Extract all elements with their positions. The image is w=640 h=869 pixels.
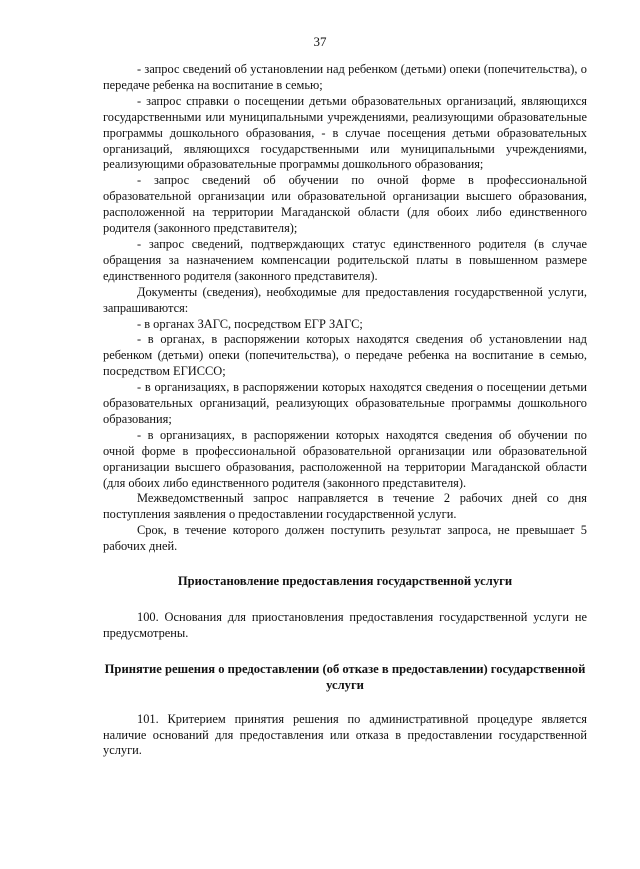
paragraph-100: 100. Основания для приостановления предоставления государственной услуги не предусмотрены. <box>103 610 587 640</box>
heading-decision: Принятие решения о предоставлении (об отказе в предоставлении) государственной услуги <box>104 661 586 692</box>
paragraph-organizations-preschool: - в организациях, в распоряжении которых находятся сведения о посещении детьми образовательных организаций, реализующих образовательные программы дошкольного образования; <box>103 380 587 426</box>
paragraph-egisso: - в органах, в распоряжении которых находятся сведения об установлении над ребенком (детьми) опеки (попечительства), о передаче ребенка на воспитание в семью, посредством ЕГИССО; <box>103 332 587 379</box>
paragraph-interagency-request: Межведомственный запрос направляется в течение 2 рабочих дней со дня поступления заявления о предоставлении государственной услуги. <box>103 491 587 522</box>
paragraph-zags: - в органах ЗАГС, посредством ЕГР ЗАГС; <box>137 316 363 331</box>
paragraph-request-kindergarten: - запрос справки о посещении детьми образовательных организаций, являющихся государственными или муниципальными учреждениями, реализующими образовательные программы дошкольного образования, - в случае посещения детьми образовательных организаций, являющихся государственными или муниципальными учреждениями, реализующими образовательные программы дошкольного образования; <box>103 93 587 172</box>
paragraph-request-guardianship: - запрос сведений об установлении над ребенком (детьми) опеки (попечительства), о передаче ребенка на воспитание в семью; <box>103 62 587 92</box>
paragraph-101: 101. Критерием принятия решения по административной процедуре является наличие оснований для предоставления или отказа в предоставлении государственной услуги. <box>103 711 587 758</box>
paragraph-response-term: Срок, в течение которого должен поступить результат запроса, не превышает 5 рабочих дней. <box>103 523 587 554</box>
paragraph-request-education: - запрос сведений об обучении по очной форме в профессиональной образовательной организации или образовательной организации высшего образования, расположенной на территории Магаданской области (для обоих либо единственного родителя (законного представителя); <box>103 173 587 236</box>
document-body <box>103 62 587 759</box>
paragraph-documents-requested: Документы (сведения), необходимые для предоставления государственной услуги, запрашиваются: <box>103 284 587 315</box>
paragraph-request-single-parent: - запрос сведений, подтверждающих статус единственного родителя (в случае обращения за назначением компенсации родительской платы в повышенном размере единственного родителя (законного представителя). <box>103 236 587 283</box>
heading-suspension: Приостановление предоставления государственной услуги <box>177 574 513 589</box>
paragraph-organizations-education: - в организациях, в распоряжении которых находятся сведения об обучении по очной форме в профессиональной образовательной организации или образовательной организации высшего образования, расположенной на территории Магаданской области (для обоих либо единственного родителя (законного представителя). <box>103 427 587 490</box>
page-number: 37 <box>313 34 327 49</box>
